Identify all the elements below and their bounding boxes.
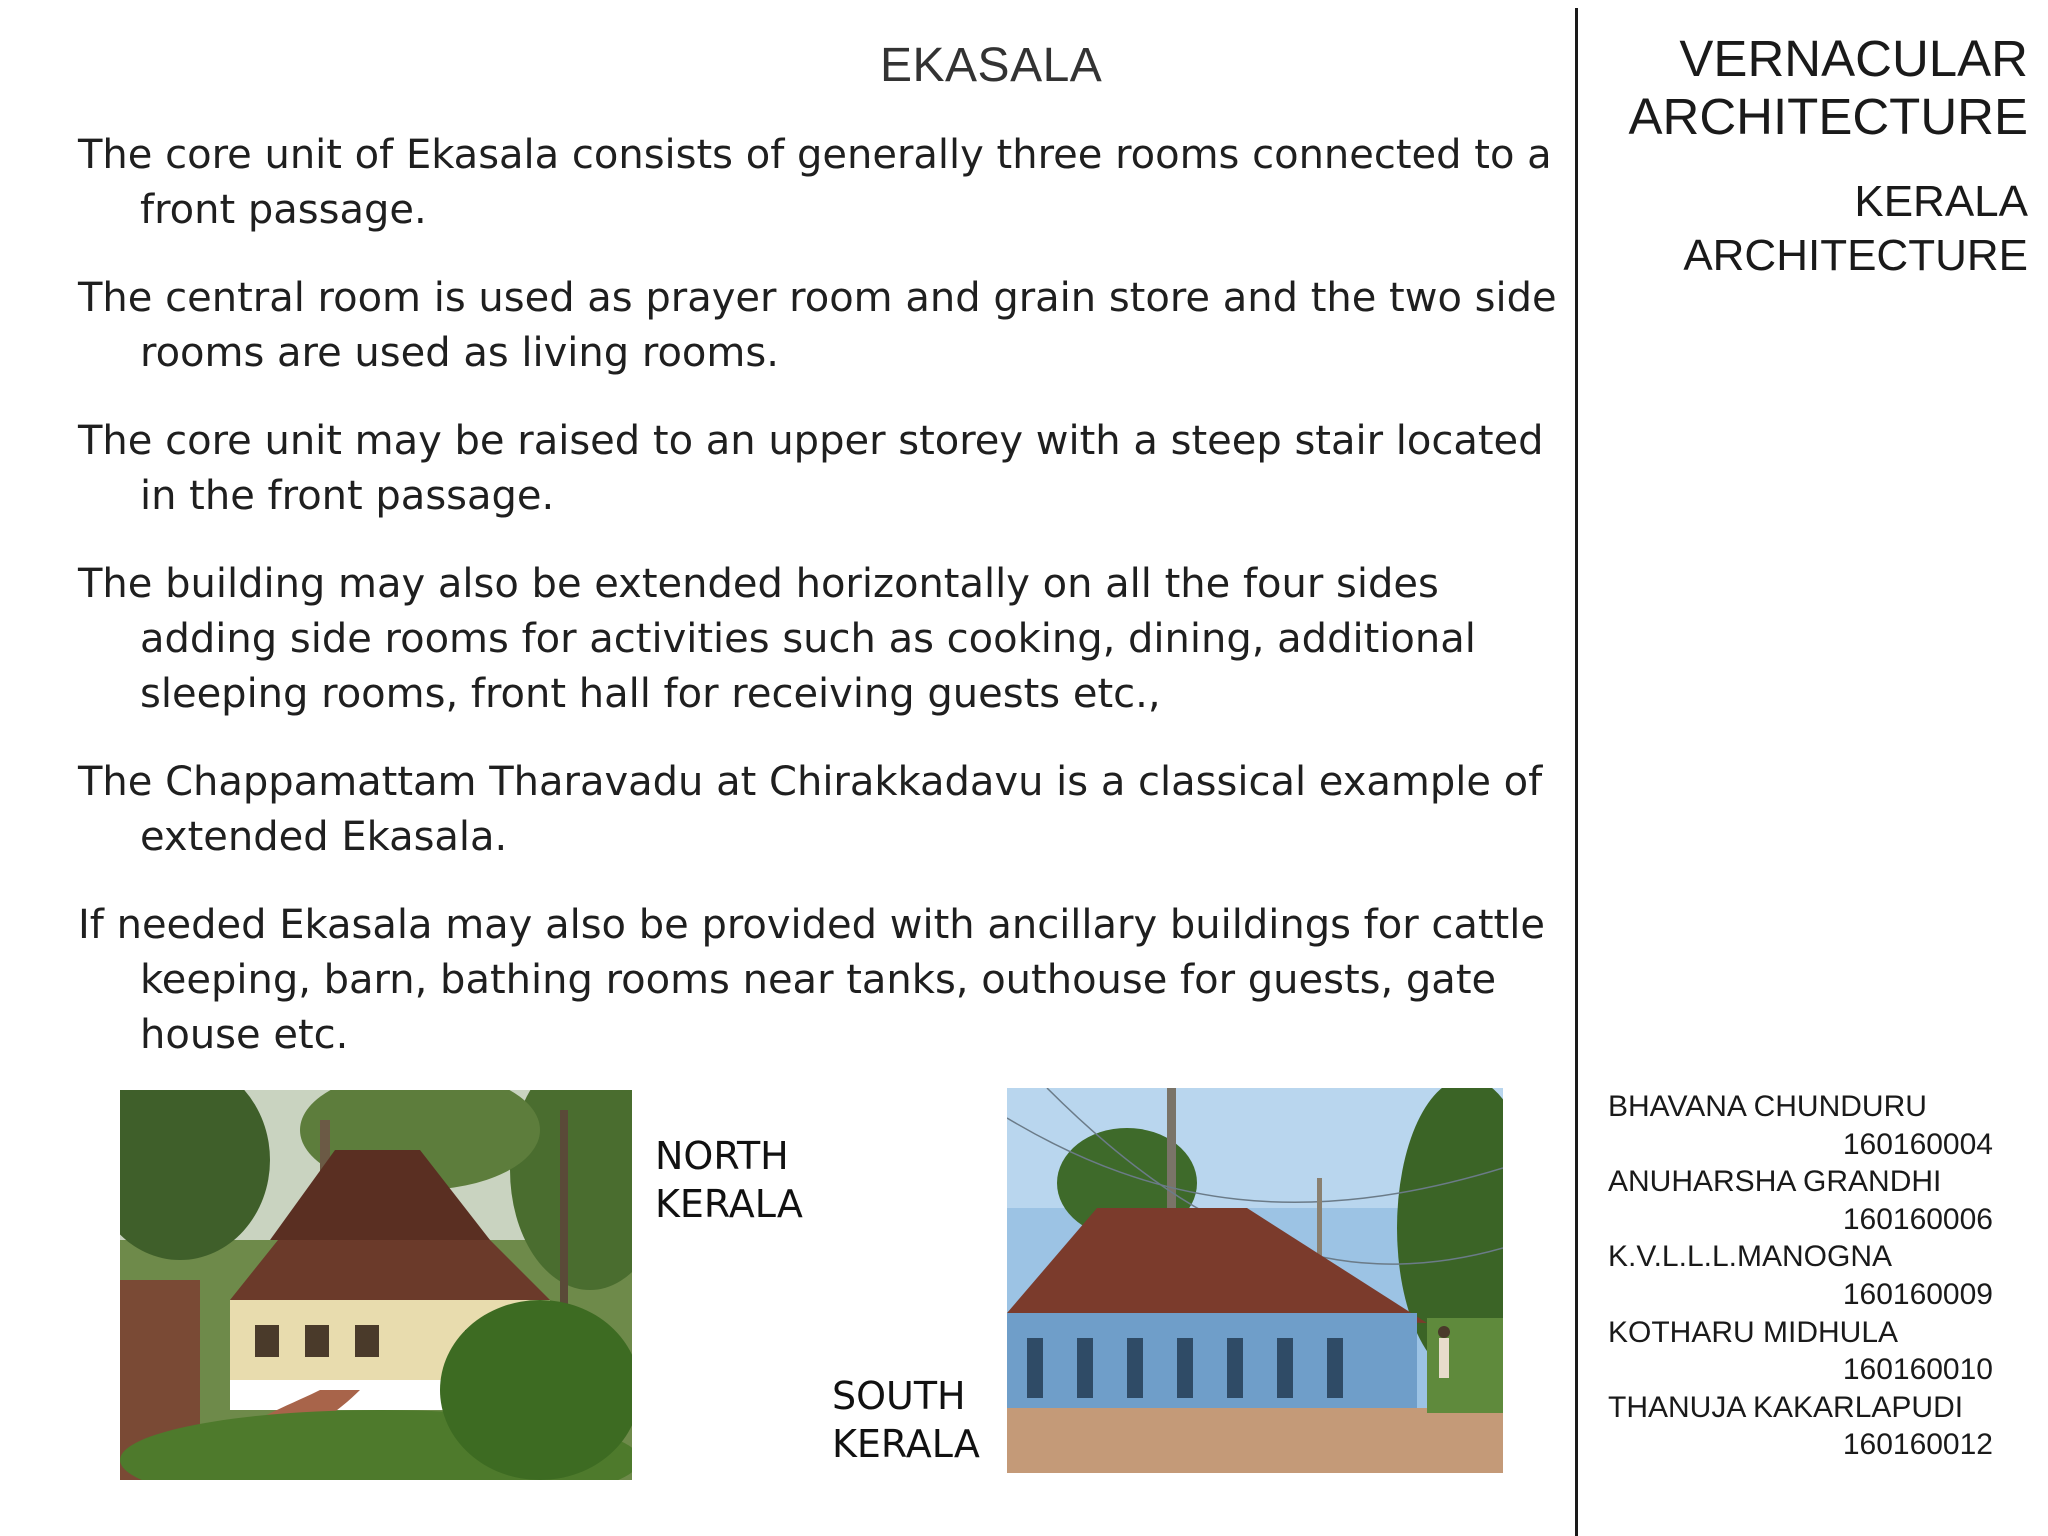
member-name: THANUJA KAKARLAPUDI — [1608, 1390, 1964, 1424]
south-kerala-photo — [1007, 1088, 1503, 1473]
south-kerala-caption — [832, 1372, 980, 1468]
side-heading-line: VERNACULAR — [1679, 30, 2028, 87]
caption-line: KERALA — [655, 1182, 803, 1226]
member-name: KOTHARU MIDHULA — [1608, 1315, 1899, 1349]
member-id: 160160004 — [1842, 1127, 1993, 1161]
north-kerala-photo — [120, 1090, 632, 1480]
member-id: 160160010 — [1842, 1353, 1993, 1387]
member-id: 160160009 — [1842, 1277, 1993, 1311]
north-kerala-caption — [655, 1132, 803, 1228]
slide-title: EKASALA — [880, 39, 1103, 92]
paragraph: The building may also be extended horizontally on all the four sides adding side rooms for activities such as cooking, dining, additional sleeping rooms, front hall for receiving guests etc., — [78, 561, 1476, 717]
member-name: K.V.L.L.L.MANOGNA — [1608, 1240, 1893, 1274]
side-heading-line: ARCHITECTURE — [1628, 88, 2028, 145]
caption-line: NORTH — [655, 1134, 789, 1178]
member-id: 160160006 — [1842, 1202, 1993, 1236]
side-subheading-line: KERALA — [1854, 177, 2028, 226]
side-subheading-line: ARCHITECTURE — [1683, 231, 2028, 280]
paragraph: The Chappamattam Tharavadu at Chirakkadavu is a classical example of extended Ekasala. — [78, 759, 1543, 860]
member-name: BHAVANA CHUNDURU — [1608, 1090, 1927, 1123]
caption-line: SOUTH — [832, 1374, 966, 1418]
member-id: 160160012 — [1842, 1428, 1993, 1462]
body-text — [78, 128, 1568, 1096]
north-kerala-house-illustration — [120, 1090, 632, 1480]
paragraph: The core unit of Ekasala consists of generally three rooms connected to a front passage. — [78, 132, 1552, 233]
vertical-divider — [1575, 8, 1578, 1536]
member-name: ANUHARSHA GRANDHI — [1608, 1165, 1942, 1199]
paragraph: If needed Ekasala may also be provided with ancillary buildings for cattle keeping, barn, bathing rooms near tanks, outhouse for guests, gate house etc. — [78, 902, 1545, 1058]
south-kerala-house-illustration — [1007, 1088, 1503, 1473]
side-heading — [1628, 30, 2028, 146]
caption-line: KERALA — [832, 1422, 980, 1466]
paragraph: The central room is used as prayer room and grain store and the two side rooms are used as living rooms. — [78, 275, 1557, 376]
team-members-list — [1608, 1088, 1993, 1464]
side-subheading — [1683, 175, 2028, 283]
paragraph: The core unit may be raised to an upper storey with a steep stair located in the front passage. — [78, 418, 1544, 519]
